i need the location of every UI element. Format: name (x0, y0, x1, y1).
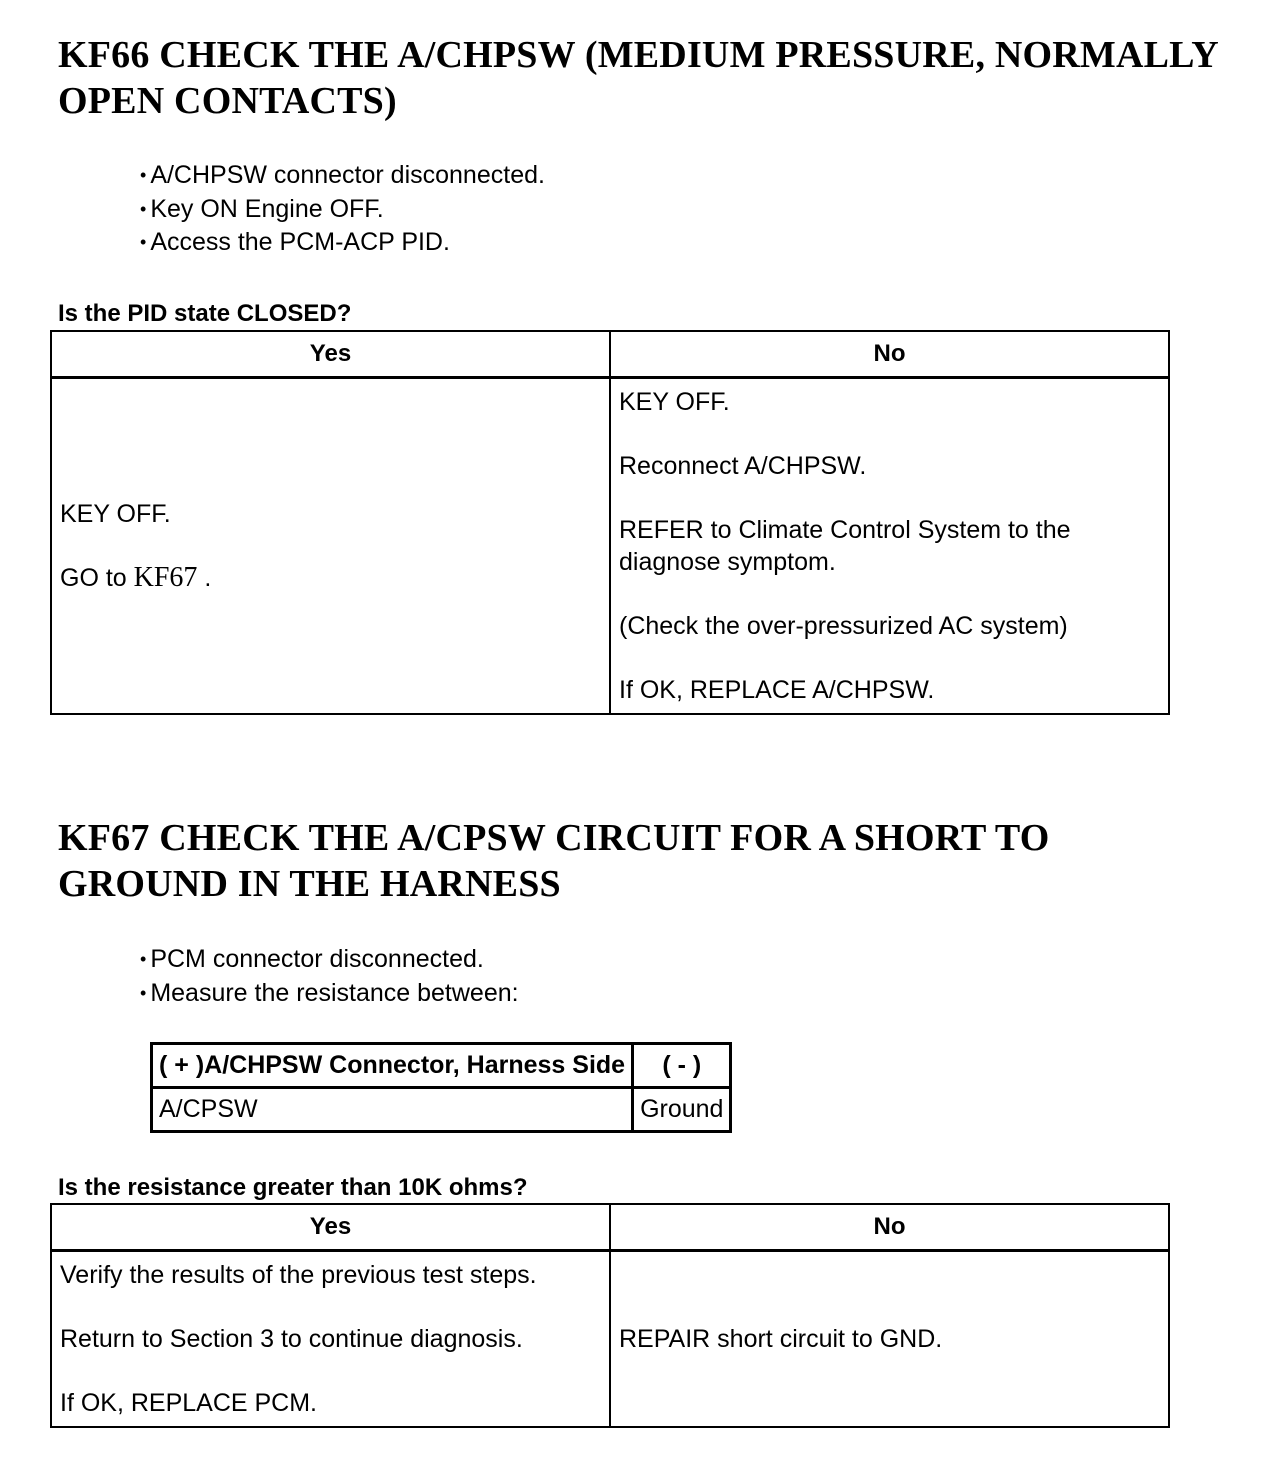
kf67-question: Is the resistance greater than 10K ohms? (58, 1174, 528, 1201)
kf66-title-line2: OPEN CONTACTS) (58, 80, 397, 122)
kf67-decision-table (50, 1203, 1170, 1428)
list-item: • A/CHPSW connector disconnected. (140, 159, 545, 193)
negative-lead-header: ( - ) (633, 1044, 731, 1088)
no-header: No (610, 331, 1169, 378)
yes-cell (51, 1251, 610, 1427)
yes-step: Return to Section 3 to continue diagnosis. (60, 1324, 523, 1353)
yes-cell (51, 378, 610, 714)
list-item: • PCM connector disconnected. (140, 943, 519, 977)
measurement-table (150, 1042, 732, 1133)
no-cell (610, 378, 1169, 714)
no-step: KEY OFF. (619, 387, 730, 416)
kf66-decision-table (50, 330, 1170, 715)
positive-lead-header: ( + )A/CHPSW Connector, Harness Side (152, 1044, 633, 1088)
no-step: (Check the over-pressurized AC system) (619, 611, 1068, 640)
yes-step: KEY OFF. (60, 499, 171, 528)
yes-header: Yes (51, 1204, 610, 1251)
kf66-conditions-list (140, 159, 545, 260)
kf66-question: Is the PID state CLOSED? (58, 300, 352, 327)
yes-header: Yes (51, 331, 610, 378)
kf66-title-line1: KF66 CHECK THE A/CHPSW (MEDIUM PRESSURE, NORMALLY (58, 34, 1219, 76)
no-step: If OK, REPLACE A/CHPSW. (619, 675, 935, 704)
negative-lead-value: Ground (633, 1088, 731, 1132)
positive-lead-value: A/CPSW (152, 1088, 633, 1132)
kf67-title-line1: KF67 CHECK THE A/CPSW CIRCUIT FOR A SHORT TO (58, 817, 1050, 859)
kf67-link[interactable]: KF67 (133, 561, 198, 593)
yes-step: Verify the results of the previous test steps. (60, 1260, 537, 1289)
kf67-conditions-list (140, 943, 519, 1010)
no-cell (610, 1251, 1169, 1427)
yes-goto: GO to KF67 . (60, 561, 212, 593)
no-step: REPAIR short circuit to GND. (619, 1324, 943, 1353)
no-step: Reconnect A/CHPSW. (619, 451, 867, 480)
yes-step: If OK, REPLACE PCM. (60, 1388, 318, 1417)
no-header: No (610, 1204, 1169, 1251)
kf66-title (58, 32, 1219, 124)
list-item: • Measure the resistance between: (140, 977, 519, 1011)
kf67-title (58, 815, 1050, 907)
list-item: • Key ON Engine OFF. (140, 193, 545, 227)
no-step: REFER to Climate Control System to the diagnose symptom. (619, 515, 1071, 576)
list-item: • Access the PCM-ACP PID. (140, 226, 545, 260)
kf67-title-line2: GROUND IN THE HARNESS (58, 863, 561, 905)
